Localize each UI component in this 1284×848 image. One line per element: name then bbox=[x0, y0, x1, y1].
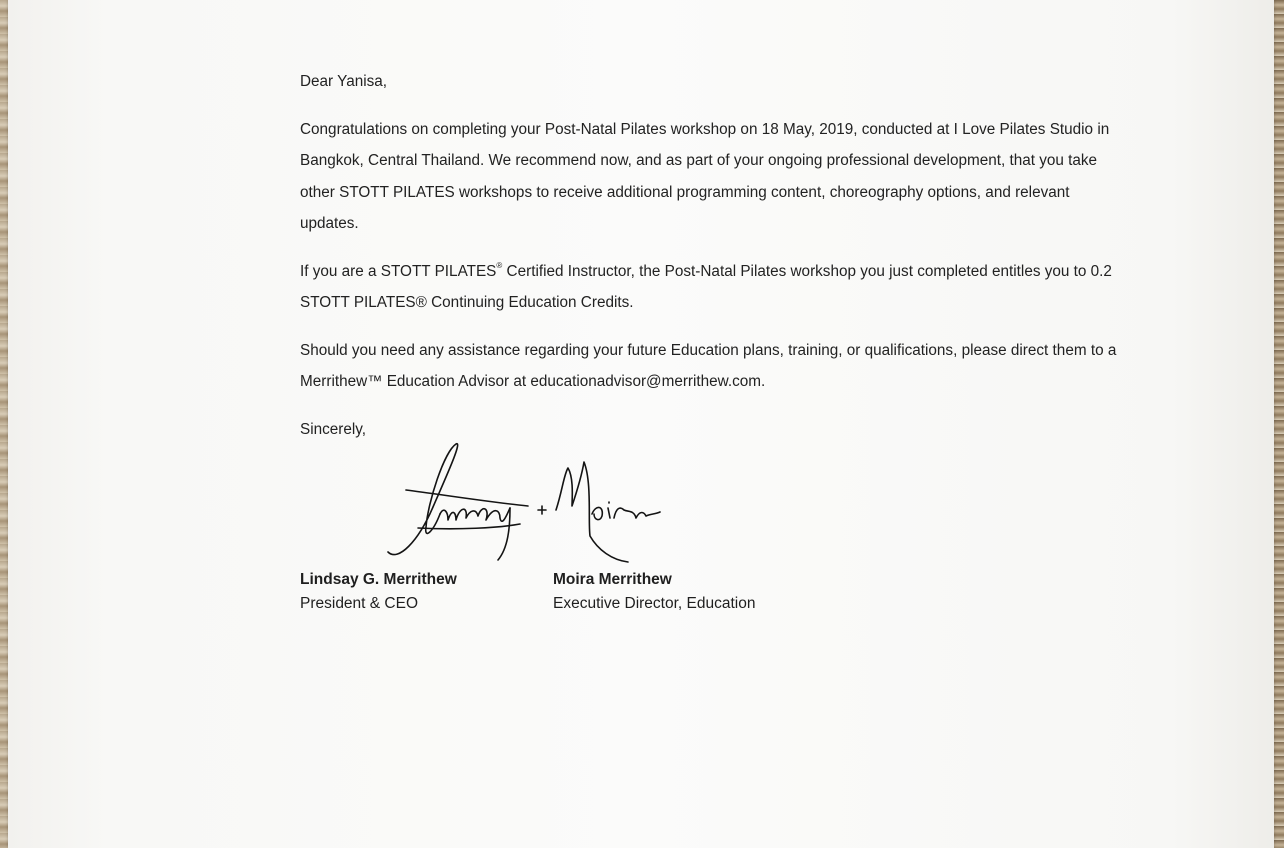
signatory-name: Lindsay G. Merrithew bbox=[300, 571, 457, 588]
letter-paragraph-congratulations: Congratulations on completing your Post-Natal Pilates workshop on 18 May, 2019, conducted at I Love Pilates Studio in Bangkok, Central Thailand. We recommend now, and as part of your ongoing professional development, that you take other STOTT PILATES workshops to receive additional programming content, choreography options, and relevant updates. bbox=[300, 120, 1110, 232]
signatory-lindsay bbox=[300, 568, 457, 616]
signatory-title: President & CEO bbox=[300, 595, 419, 612]
handwritten-signature bbox=[378, 432, 668, 572]
signatory-title: Executive Director, Education bbox=[553, 595, 756, 612]
signatory-name: Moira Merrithew bbox=[553, 571, 672, 588]
credits-text-start: If you are a STOTT PILATES bbox=[300, 262, 497, 280]
letter-closing: Sincerely, bbox=[300, 420, 367, 438]
letter-greeting: Dear Yanisa, bbox=[300, 73, 388, 90]
letter-paragraph-credits bbox=[300, 256, 1120, 319]
credits-text-end: Certified Instructor, the Post-Natal Pilates workshop you just completed entitles you to 0.2 STOTT PILATES® Continuing Education Credits. bbox=[300, 262, 1112, 311]
registered-mark: ® bbox=[496, 261, 503, 271]
letter-body bbox=[300, 66, 1120, 445]
letter-paragraph-assistance: Should you need any assistance regarding your future Education plans, training, or qualifications, please direct them to a Merrithew™ Education Advisor at educationadvisor@merrithew.com. bbox=[300, 341, 1117, 390]
signatory-moira bbox=[553, 568, 755, 616]
